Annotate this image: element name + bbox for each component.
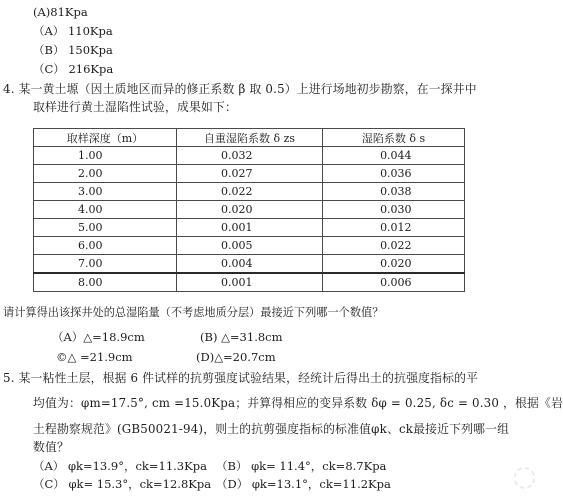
self-weight-coeff-cell: 0.001 [176,273,322,292]
q4-line1: 4. 某一黄土塬（因土质地区而异的修正系数 β 取 0.5）上进行场地初步勘察，在一探井中 [3,82,477,96]
self-weight-coeff-cell: 0.032 [176,147,322,165]
q4-option-b: (B) △=31.8cm [200,330,283,344]
self-weight-coeff-cell: 0.005 [176,237,322,255]
depth-cell: 1.00 [34,147,177,165]
q4-prompt: 请计算得出该探井处的总湿陷量（不考虑地质分层）最接近下列哪一个数值？ [3,306,384,319]
self-weight-coeff-cell: 0.004 [176,255,322,274]
q5-line2: 均值为：φm=17.5°, cm =15.0Kpa；并算得相应的变异系数 δφ = 0.25, δc = 0.30 ，根据《岩 [33,396,563,410]
collapse-coeff-cell: 0.038 [323,183,465,201]
table-row [34,183,465,201]
header-self-weight-coeff: 自重湿陷系数 δ zs [176,129,322,147]
prev-option-c: （C） 216Kpa [33,62,114,76]
q5-line4: 数值？ [33,440,69,454]
collapse-coeff-cell: 0.044 [323,147,465,165]
collapse-coeff-cell: 0.030 [323,201,465,219]
table-row [34,165,465,183]
collapse-coeff-cell: 0.012 [323,219,465,237]
self-weight-coeff-cell: 0.022 [176,183,322,201]
table-row [34,237,465,255]
q4-option-c: ©△ =21.9cm [56,350,133,364]
depth-cell: 3.00 [34,183,177,201]
self-weight-coeff-cell: 0.001 [176,219,322,237]
collapse-coeff-cell: 0.036 [323,165,465,183]
collapse-coeff-cell: 0.022 [323,237,465,255]
depth-cell: 6.00 [34,237,177,255]
q5-line3: 土程勘察规范》(GB50021-94)，则土的抗剪强度指标的标准值φk、ck最接近下列哪一组 [33,422,510,436]
table-header-row [34,129,465,147]
q4-line2: 取样进行黄土湿陷性试验，成果如下： [33,100,237,114]
q5-option-b: （B） φk= 11.4°，ck=8.7Kpa [216,459,387,473]
table-row [34,219,465,237]
table-row [34,201,465,219]
depth-cell: 2.00 [34,165,177,183]
watermark-graphic: ◌ [504,454,544,496]
depth-cell: 5.00 [34,219,177,237]
self-weight-coeff-cell: 0.020 [176,201,322,219]
q5-line1: 5. 某一粘性土层，根据 6 件试样的抗剪强度试验结果，经统计后得出土的抗强度指标的平 [3,371,479,385]
header-depth: 取样深度（m） [34,129,177,147]
collapse-coeff-cell: 0.006 [323,273,465,292]
loess-collapse-table [33,128,465,292]
table-row [34,147,465,165]
table-row [34,273,465,292]
prev-option-b: （B） 150Kpa [33,43,113,57]
prev-option-a: （A） 110Kpa [33,24,113,38]
header-collapse-coeff: 湿陷系数 δ s [323,129,465,147]
q5-option-c: （C） φk= 15.3°，ck=12.8Kpa [33,477,212,491]
depth-cell: 4.00 [34,201,177,219]
q5-option-a: （A） φk=13.9°，ck=11.3Kpa [33,459,207,473]
q4-option-d: (D)△=20.7cm [196,350,276,364]
depth-cell: 8.00 [34,273,177,292]
self-weight-coeff-cell: 0.027 [176,165,322,183]
collapse-coeff-cell: 0.020 [323,255,465,274]
q5-option-d: （D） φk=13.1°，ck=11.2Kpa [216,477,391,491]
depth-cell: 7.00 [34,255,177,274]
q4-option-a: （A）△=18.9cm [52,330,145,344]
prev-option-a-81: (A)81Kpa [33,5,88,19]
table-row [34,255,465,274]
